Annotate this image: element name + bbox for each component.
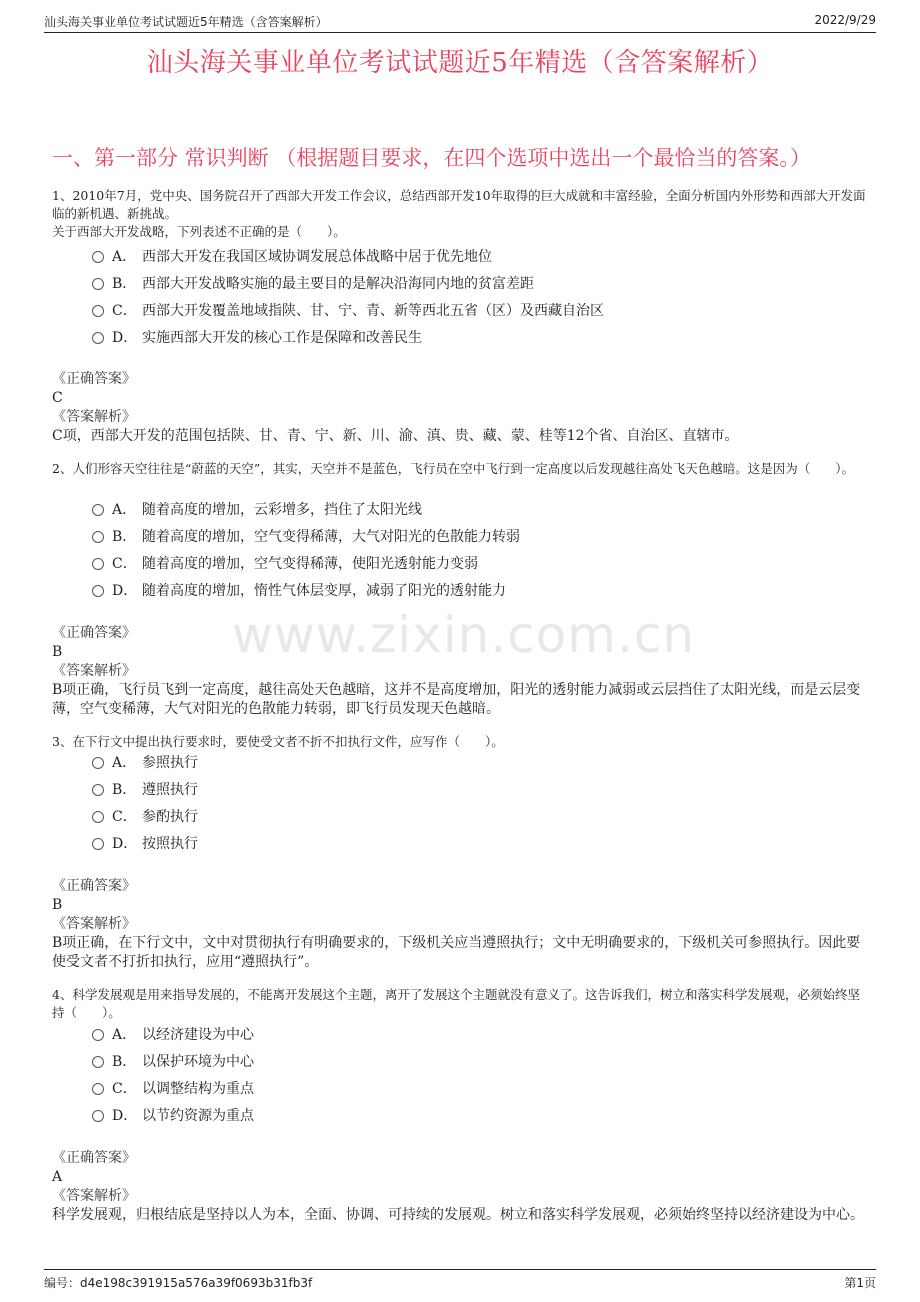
page-number: 第1页: [844, 1276, 876, 1290]
header-doc-name: 汕头海关事业单位考试试题近5年精选（含答案解析）: [44, 15, 328, 29]
question-3-stem: 3、在下行文中提出执行要求时，要使受文者不折不扣执行文件，应写作（ ）。: [52, 734, 504, 749]
correct-answer: B: [52, 897, 63, 913]
question-stem: [52, 986, 872, 1022]
correct-answer-label: 《正确答案》: [52, 625, 136, 641]
option-c[interactable]: C． 随着高度的增加，空气变得稀薄，使阳光透射能力变弱: [92, 551, 520, 578]
question-2-stem: 2、人们形容天空往往是“蔚蓝的天空”，其实，天空并不是蓝色，飞行员在空中飞行到一定高度以后发现越往高处飞天色越暗。这是因为（ ）。: [52, 461, 854, 476]
radio-icon[interactable]: [92, 278, 104, 290]
question-1-stem-2: 关于西部大开发战略，下列表述不正确的是（ ）。: [52, 224, 346, 239]
option-c[interactable]: C． 参酌执行: [92, 804, 198, 831]
correct-answer: A: [52, 1169, 63, 1185]
option-d[interactable]: D． 实施西部大开发的核心工作是保障和改善民生: [92, 325, 604, 352]
header-date: 2022/9/29: [814, 13, 876, 27]
radio-icon[interactable]: [92, 838, 104, 850]
analysis-text: C项，西部大开发的范围包括陕、甘、青、宁、新、川、渝、滇、贵、藏、蒙、桂等12个省、自治区、直辖市。: [52, 428, 739, 444]
correct-answer-label: 《正确答案》: [52, 371, 136, 387]
radio-icon[interactable]: [92, 811, 104, 823]
option-d[interactable]: D． 按照执行: [92, 831, 198, 858]
option-a[interactable]: A． 以经济建设为中心: [92, 1022, 254, 1049]
page-footer: [44, 1269, 876, 1290]
option-b[interactable]: B． 以保护环境为中心: [92, 1049, 254, 1076]
radio-icon[interactable]: [92, 558, 104, 570]
radio-icon[interactable]: [92, 585, 104, 597]
option-a[interactable]: A． 随着高度的增加，云彩增多，挡住了太阳光线: [92, 497, 520, 524]
radio-icon[interactable]: [92, 305, 104, 317]
radio-icon[interactable]: [92, 251, 104, 263]
footer-code: 编号：d4e198c391915a576a39f0693b31fb3f: [44, 1276, 313, 1290]
analysis-label: 《答案解析》: [52, 1188, 136, 1204]
option-c[interactable]: C． 西部大开发覆盖地域指陕、甘、宁、青、新等西北五省（区）及西藏自治区: [92, 298, 604, 325]
question-stem: [52, 460, 872, 478]
option-b[interactable]: B． 随着高度的增加，空气变得稀薄，大气对阳光的色散能力转弱: [92, 524, 520, 551]
radio-icon[interactable]: [92, 1083, 104, 1095]
page-header: [44, 10, 876, 33]
option-d[interactable]: D． 随着高度的增加，惰性气体层变厚，减弱了阳光的透射能力: [92, 578, 520, 605]
analysis-text: B项正确，在下行文中，文中对贯彻执行有明确要求的，下级机关应当遵照执行；文中无明确要求的，下级机关可参照执行。因此要使受文者不打折扣执行，应用“遵照执行”。: [52, 935, 861, 970]
radio-icon[interactable]: [92, 504, 104, 516]
radio-icon[interactable]: [92, 757, 104, 769]
question-stem: [52, 187, 872, 241]
question-4-answer: [52, 1149, 872, 1225]
option-b[interactable]: B． 西部大开发战略实施的最主要目的是解决沿海同内地的贫富差距: [92, 271, 604, 298]
option-a[interactable]: A． 西部大开发在我国区域协调发展总体战略中居于优先地位: [92, 244, 604, 271]
document-title: 汕头海关事业单位考试试题近5年精选（含答案解析）: [146, 48, 774, 78]
analysis-label: 《答案解析》: [52, 916, 136, 932]
analysis-label: 《答案解析》: [52, 409, 136, 425]
question-4-stem: 4、科学发展观是用来指导发展的，不能离开发展这个主题，离开了发展这个主题就没有意义了。这告诉我们，树立和落实科学发展观，必须始终坚持（ ）。: [52, 987, 860, 1020]
option-d[interactable]: D． 以节约资源为重点: [92, 1103, 254, 1130]
analysis-text: 科学发展观，归根结底是坚持以人为本，全面、协调、可持续的发展观。树立和落实科学发展观，必须始终坚持以经济建设为中心。: [52, 1207, 864, 1223]
radio-icon[interactable]: [92, 1029, 104, 1041]
question-3-answer: [52, 877, 872, 972]
correct-answer-label: 《正确答案》: [52, 1150, 136, 1166]
radio-icon[interactable]: [92, 1056, 104, 1068]
option-a[interactable]: A． 参照执行: [92, 750, 198, 777]
correct-answer-label: 《正确答案》: [52, 878, 136, 894]
watermark: www.zixin.com.cn: [232, 606, 696, 664]
section-heading: 一、第一部分 常识判断 （根据题目要求，在四个选项中选出一个最恰当的答案。）: [52, 146, 811, 170]
radio-icon[interactable]: [92, 332, 104, 344]
question-2-answer: [52, 624, 872, 719]
question-1-answer: [52, 370, 872, 446]
option-b[interactable]: B． 遵照执行: [92, 777, 198, 804]
analysis-label: 《答案解析》: [52, 663, 136, 679]
radio-icon[interactable]: [92, 531, 104, 543]
question-2-options: [92, 497, 520, 605]
analysis-text: B项正确，飞行员飞到一定高度，越往高处天色越暗，这并不是高度增加，阳光的透射能力减弱或云层挡住了太阳光线，而是云层变薄，空气变稀薄，大气对阳光的色散能力转弱，即飞行员发现天色越暗。: [52, 682, 861, 717]
option-c[interactable]: C． 以调整结构为重点: [92, 1076, 254, 1103]
correct-answer: B: [52, 644, 63, 660]
question-3-options: [92, 750, 198, 858]
radio-icon[interactable]: [92, 784, 104, 796]
radio-icon[interactable]: [92, 1110, 104, 1122]
question-4-options: [92, 1022, 254, 1130]
question-stem: [52, 733, 872, 751]
correct-answer: C: [52, 390, 63, 406]
question-1-options: [92, 244, 604, 352]
question-1-stem: 1、2010年7月，党中央、国务院召开了西部大开发工作会议，总结西部开发10年取得的巨大成就和丰富经验，全面分析国内外形势和西部大开发面临的新机遇、新挑战。: [52, 188, 866, 221]
